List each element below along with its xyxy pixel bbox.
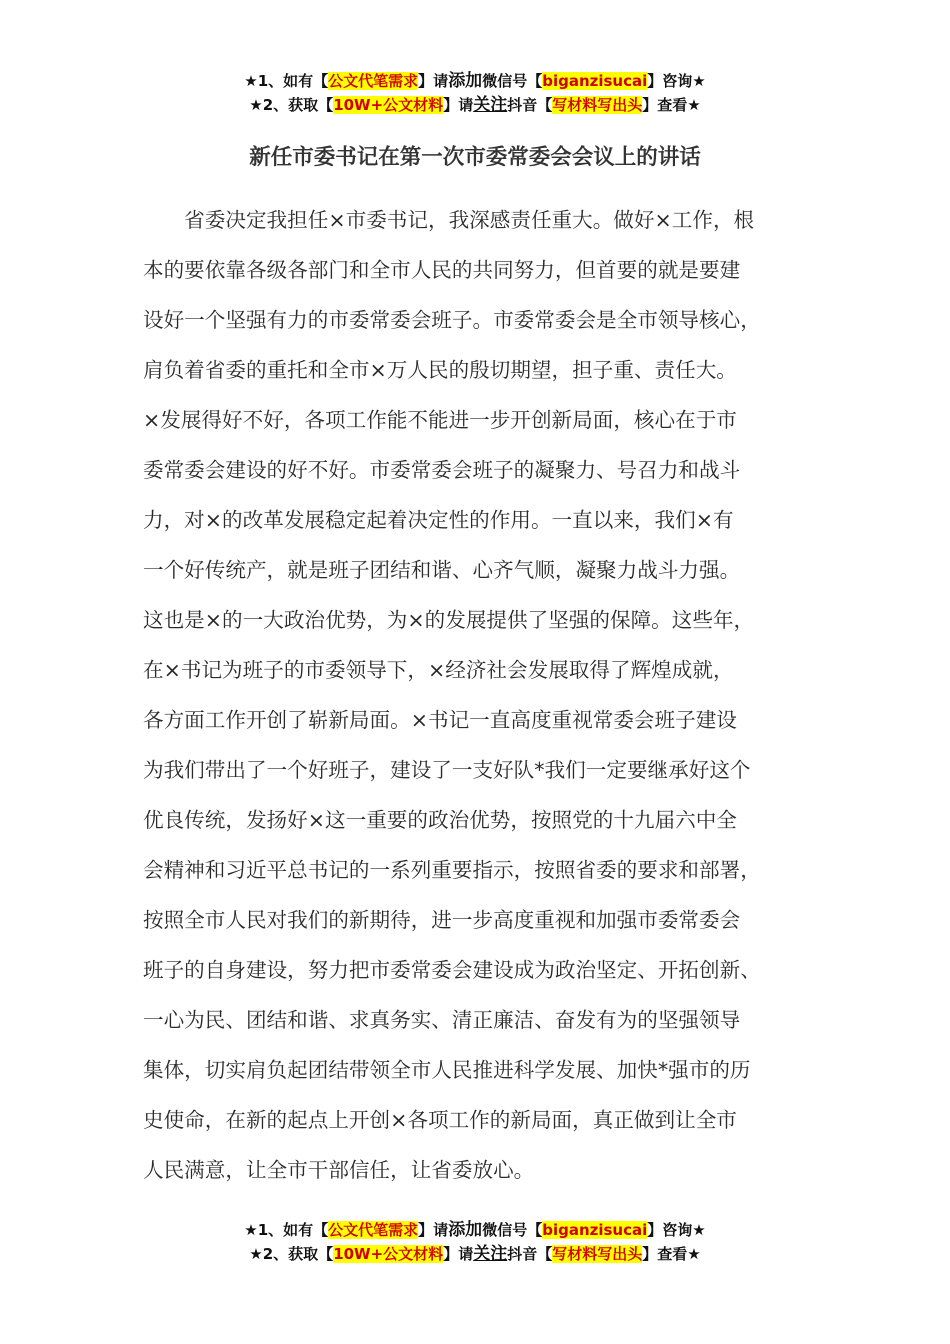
banner-text: 1、如有【	[257, 1221, 329, 1239]
star-icon: ★	[244, 1221, 258, 1239]
highlight-wechat-id: biganzisucai	[542, 72, 648, 90]
banner-text: 】请	[418, 1221, 449, 1239]
body-line: 省委决定我担任×市委书记，我深感责任重大。做好×工作，根	[143, 208, 755, 232]
emphasis-follow: 关注	[473, 1244, 508, 1264]
highlight-douyin-id: 写材料写出头	[552, 1245, 643, 1263]
header-banner	[0, 69, 950, 117]
body-line: 这也是×的一大政治优势，为×的发展提供了坚强的保障。这些年，	[143, 608, 755, 632]
banner-text: 微信号【	[482, 1221, 543, 1239]
banner-line-2	[0, 1242, 950, 1266]
banner-text: 】请	[443, 1245, 474, 1263]
banner-text: 2、获取【	[262, 96, 334, 114]
body-line: 在×书记为班子的市委领导下，×经济社会发展取得了辉煌成就，	[143, 658, 734, 682]
star-icon: ★	[687, 1245, 701, 1263]
banner-text: 】咨询	[647, 72, 693, 90]
banner-text: 】查看	[642, 96, 688, 114]
star-icon: ★	[249, 96, 263, 114]
banner-text: 抖音【	[507, 96, 553, 114]
highlight-materials: 10W+公文材料	[333, 96, 444, 114]
body-line: 力，对×的改革发展稳定起着决定性的作用。一直以来，我们×有	[143, 508, 734, 532]
body-line: 委常委会建设的好不好。市委常委会班子的凝聚力、号召力和战斗	[143, 458, 741, 482]
banner-text: 】查看	[642, 1245, 688, 1263]
emphasis-add: 添加	[448, 71, 483, 91]
highlight-service: 公文代笔需求	[328, 1221, 419, 1239]
body-line: 设好一个坚强有力的市委常委会班子。市委常委会是全市领导核心，	[143, 308, 761, 332]
body-line: 优良传统，发扬好×这一重要的政治优势，按照党的十九届六中全	[143, 808, 737, 832]
body-line: 肩负着省委的重托和全市×万人民的殷切期望，担子重、责任大。	[143, 358, 737, 382]
body-line: 各方面工作开创了崭新局面。×书记一直高度重视常委会班子建设	[143, 708, 737, 732]
star-icon: ★	[244, 72, 258, 90]
body-line: 会精神和习近平总书记的一系列重要指示，按照省委的要求和部署，	[143, 858, 761, 882]
star-icon: ★	[249, 1245, 263, 1263]
banner-text: 】请	[443, 96, 474, 114]
body-line: 按照全市人民对我们的新期待，进一步高度重视和加强市委常委会	[143, 908, 741, 932]
banner-text: 2、获取【	[262, 1245, 334, 1263]
banner-line-1	[0, 69, 950, 93]
highlight-materials: 10W+公文材料	[333, 1245, 444, 1263]
document-body	[143, 195, 829, 1195]
highlight-service: 公文代笔需求	[328, 72, 419, 90]
banner-text: 抖音【	[507, 1245, 553, 1263]
body-line: 为我们带出了一个好班子，建设了一支好队*我们一定要继承好这个	[143, 758, 751, 782]
star-icon: ★	[692, 1221, 706, 1239]
banner-line-1	[0, 1218, 950, 1242]
banner-text: 】请	[418, 72, 449, 90]
banner-text: 微信号【	[482, 72, 543, 90]
banner-text: 1、如有【	[257, 72, 329, 90]
body-line: 一心为民、团结和谐、求真务实、清正廉洁、奋发有为的坚强领导	[143, 1008, 741, 1032]
banner-text: 】咨询	[647, 1221, 693, 1239]
star-icon: ★	[687, 96, 701, 114]
body-line: 班子的自身建设，努力把市委常委会建设成为政治坚定、开拓创新、	[143, 958, 761, 982]
highlight-douyin-id: 写材料写出头	[552, 96, 643, 114]
emphasis-add: 添加	[448, 1220, 483, 1240]
body-line: 一个好传统产，就是班子团结和谐、心齐气顺，凝聚力战斗力强。	[143, 558, 741, 582]
body-line: 本的要依靠各级各部门和全市人民的共同努力，但首要的就是要建	[143, 258, 741, 282]
body-line: 集体，切实肩负起团结带领全市人民推进科学发展、加快*强市的历	[143, 1058, 751, 1082]
emphasis-follow: 关注	[473, 95, 508, 115]
banner-line-2	[0, 93, 950, 117]
body-line: ×发展得好不好，各项工作能不能进一步开创新局面，核心在于市	[143, 408, 737, 432]
body-line: 人民满意，让全市干部信任，让省委放心。	[143, 1158, 535, 1182]
star-icon: ★	[692, 72, 706, 90]
document-title: 新任市委书记在第一次市委常委会会议上的讲话	[249, 145, 701, 170]
body-line: 史使命，在新的起点上开创×各项工作的新局面，真正做到让全市	[143, 1108, 737, 1132]
footer-banner	[0, 1218, 950, 1266]
highlight-wechat-id: biganzisucai	[542, 1221, 648, 1239]
